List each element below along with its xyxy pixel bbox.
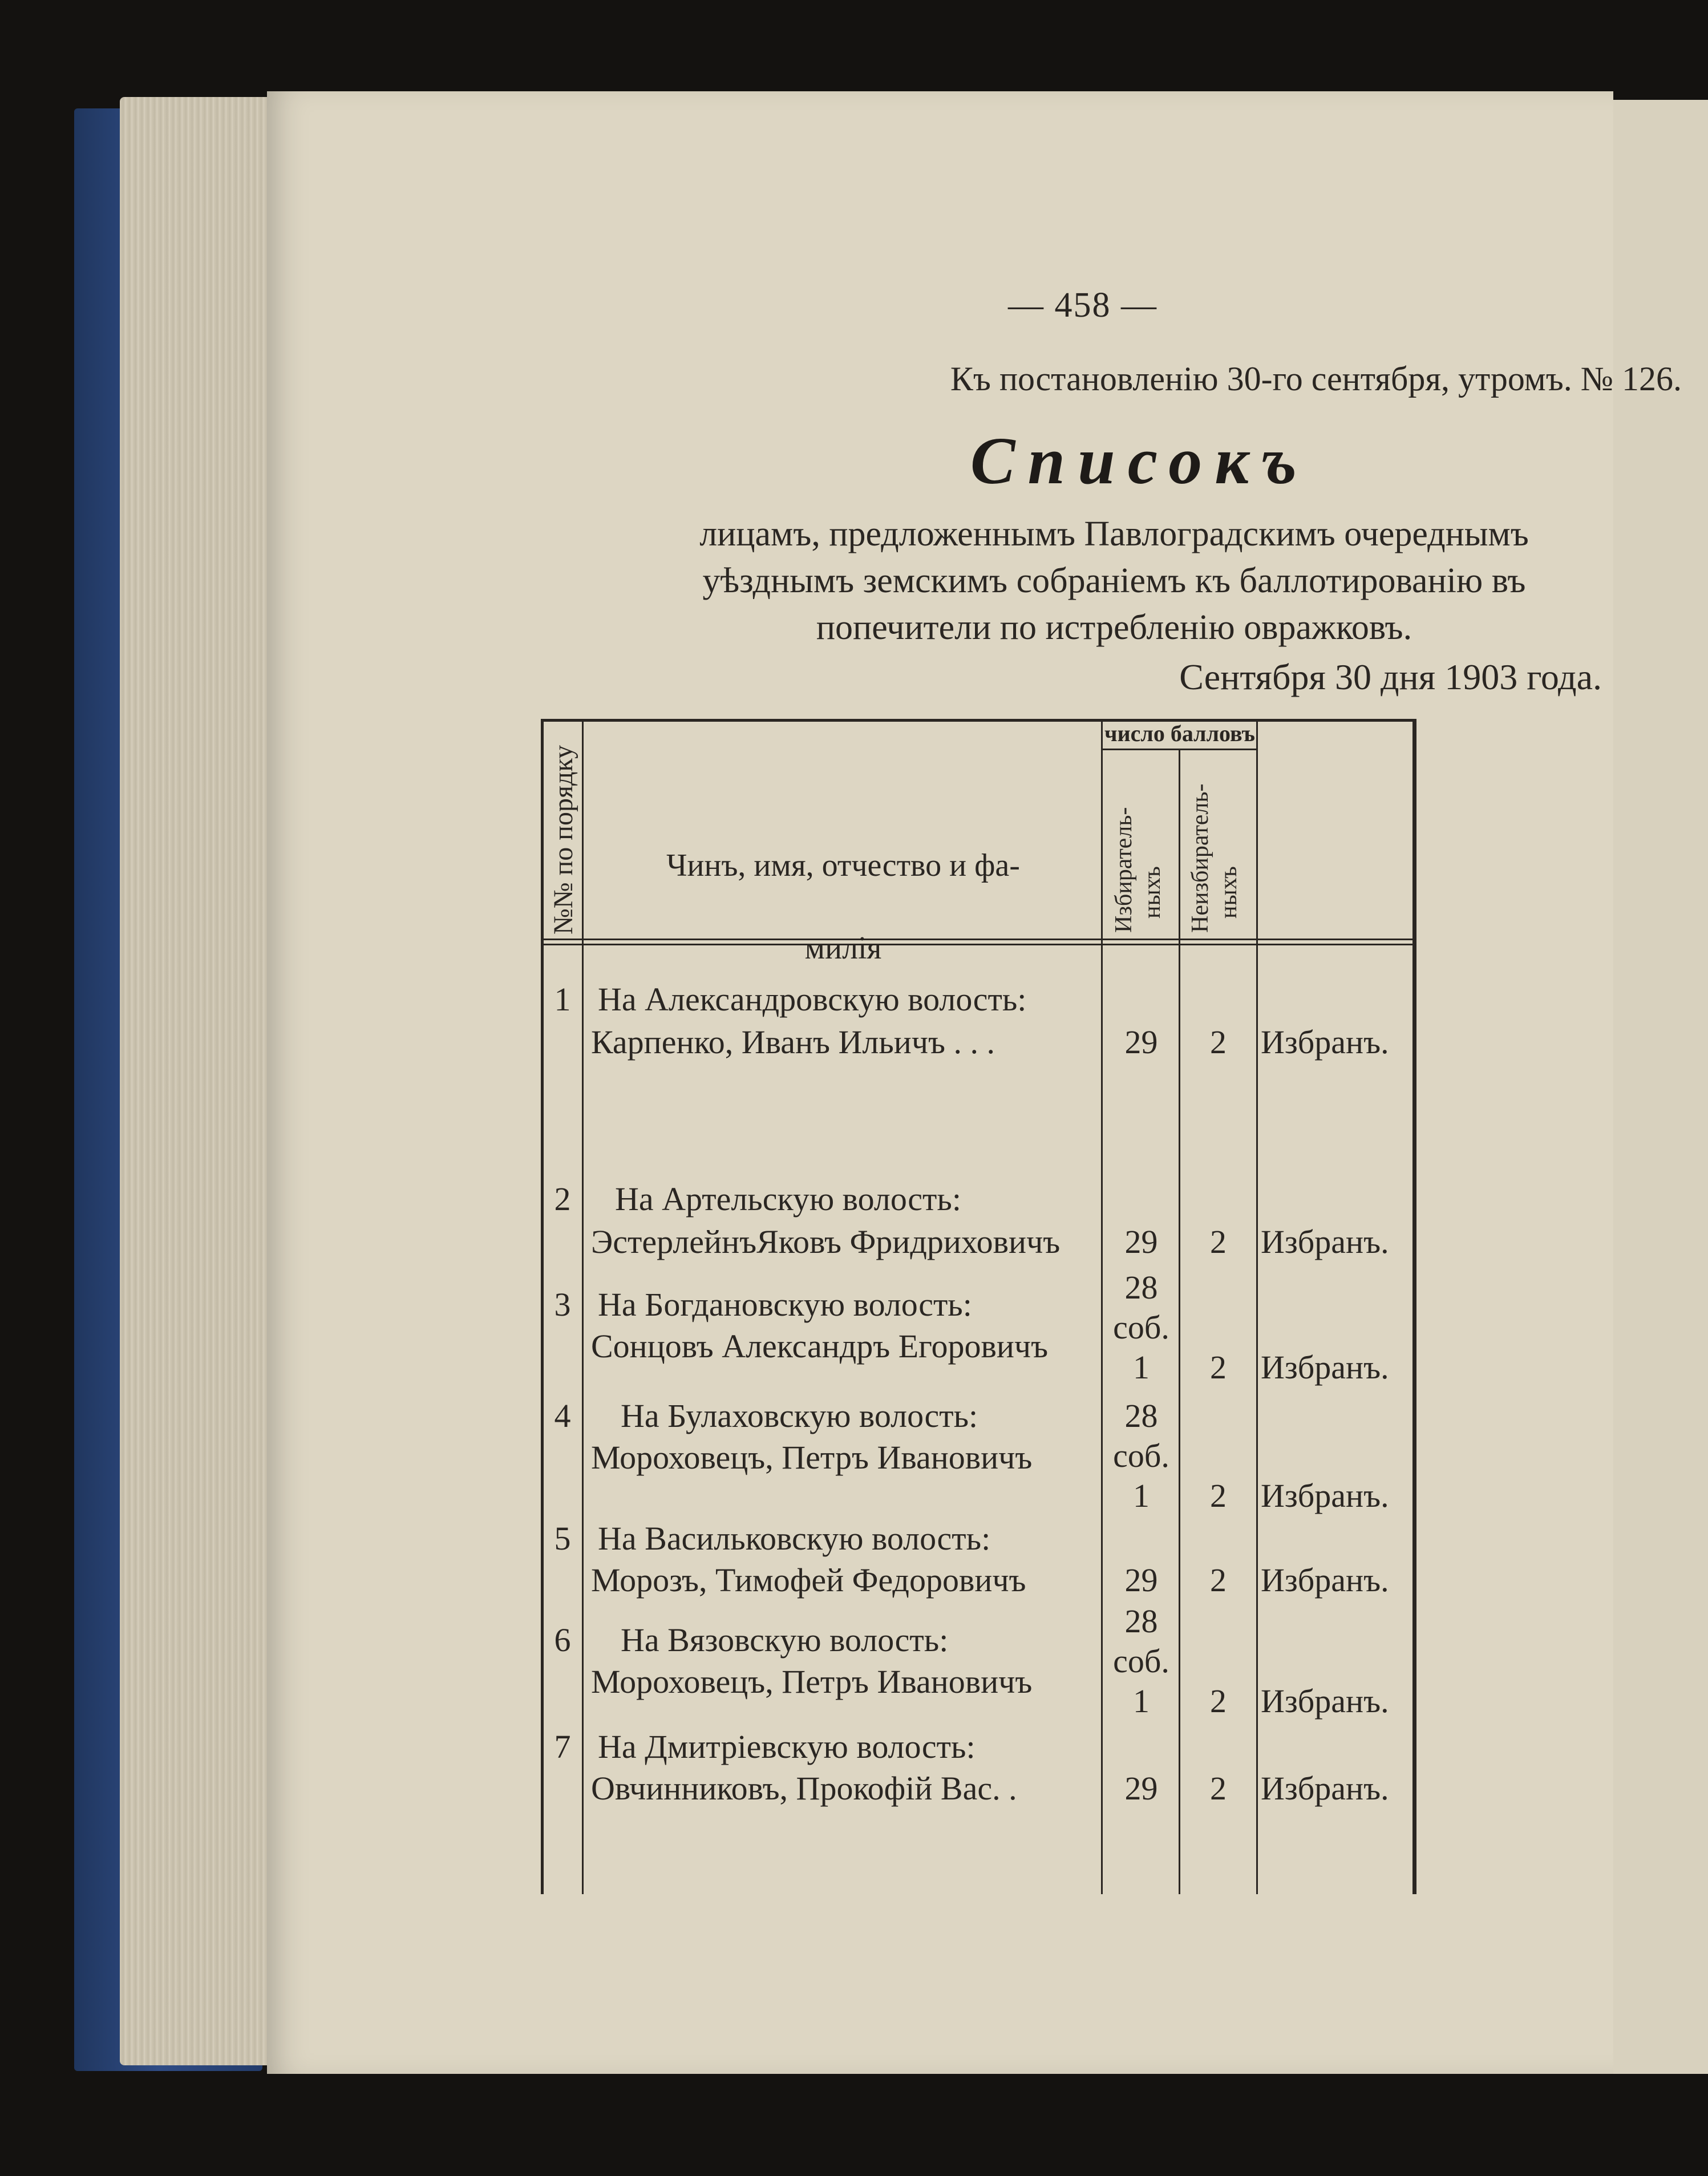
row-nonelective: 2: [1210, 1024, 1227, 1061]
row-number: 7: [554, 1728, 571, 1765]
row-number: 1: [554, 981, 571, 1018]
document-subtitle: [541, 511, 1687, 651]
row-result: Избранъ.: [1261, 1770, 1389, 1807]
book-page: [267, 91, 1682, 2074]
row-result: Избранъ.: [1261, 1349, 1389, 1386]
row-elective-extra: 1: [1133, 1477, 1150, 1514]
document-date: Сентября 30 дня 1903 года.: [1179, 657, 1602, 697]
row-nonelective: 2: [1210, 1770, 1227, 1807]
col-divider: [582, 719, 584, 1894]
row-person: Мороховецъ, Петръ Ивановичъ: [591, 1663, 1033, 1700]
row-volost: На Васильковскую волость:: [598, 1520, 991, 1557]
row-elective: 29: [1124, 1562, 1158, 1599]
document-title: Списокъ: [970, 423, 1310, 498]
row-volost: На Александровскую волость:: [598, 981, 1027, 1018]
col-header-name-line2: милія: [804, 931, 882, 966]
col-header-name-line1: Чинъ, имя, отчество и фа-: [666, 848, 1020, 883]
row-person: Мороховецъ, Петръ Ивановичъ: [591, 1439, 1033, 1476]
row-elective-extra: 1: [1133, 1682, 1150, 1720]
col-header-balls: число балловъ: [1104, 721, 1255, 746]
row-volost: На Дмитріевскую волость:: [598, 1728, 976, 1765]
row-number: 5: [554, 1520, 571, 1557]
row-person: Сонцовъ Александръ Егоровичъ: [591, 1328, 1049, 1365]
col-header-elective: Избиратель-: [1111, 807, 1137, 933]
row-elective: 28: [1124, 1269, 1158, 1306]
row-nonelective: 2: [1210, 1349, 1227, 1386]
row-elective: 28: [1124, 1603, 1158, 1640]
row-result: Избранъ.: [1261, 1477, 1389, 1514]
row-number: 6: [554, 1621, 571, 1659]
row-elective: 29: [1124, 1223, 1158, 1260]
row-volost: На Артельскую волость:: [615, 1180, 961, 1218]
page-edges: [120, 97, 291, 2065]
row-number: 2: [554, 1180, 571, 1218]
subtitle-line: попечители по истребленію овражковъ.: [816, 608, 1412, 647]
row-person: Овчинниковъ, Прокофій Вас. .: [591, 1770, 1017, 1807]
col-header-elective-2: ныхъ: [1139, 866, 1165, 919]
row-number: 4: [554, 1397, 571, 1434]
page-number: — 458 —: [1008, 286, 1157, 325]
subtitle-line: лицамъ, предложеннымъ Павлоградскимъ очереднымъ: [699, 515, 1529, 553]
row-elective-extra: 1: [1133, 1349, 1150, 1386]
row-nonelective: 2: [1210, 1223, 1227, 1260]
row-result: Избранъ.: [1261, 1024, 1389, 1061]
row-person: ЭстерлейнъЯковъ Фридриховичъ: [591, 1223, 1061, 1260]
table-left-rule: [541, 719, 544, 1894]
row-elective-note: соб.: [1113, 1643, 1169, 1680]
col-header-order: №№ по порядку: [548, 745, 578, 935]
table-top-rule: [541, 719, 1414, 722]
row-elective: 29: [1124, 1770, 1158, 1807]
subtitle-line: уѣзднымъ земскимъ собраніемъ къ баллотированію въ: [702, 561, 1526, 600]
row-elective: 29: [1124, 1024, 1158, 1061]
results-table: [541, 719, 1687, 1894]
row-person: Карпенко, Иванъ Ильичъ . . .: [591, 1024, 995, 1061]
appendix-reference: Къ постановленію 30-го сентября, утромъ. № 126.: [950, 360, 1682, 398]
row-nonelective: 2: [1210, 1477, 1227, 1514]
row-volost: На Богдановскую волость:: [598, 1286, 972, 1323]
row-volost: На Булаховскую волость:: [621, 1397, 978, 1434]
col-header-nonelective: Неизбиратель-: [1187, 783, 1213, 933]
row-result: Избранъ.: [1261, 1682, 1389, 1720]
col-header-nonelective-2: ныхъ: [1216, 866, 1242, 919]
row-elective-note: соб.: [1113, 1437, 1169, 1474]
row-person: Морозъ, Тимофей Федоровичъ: [591, 1562, 1026, 1599]
row-nonelective: 2: [1210, 1562, 1227, 1599]
table-right-rule: [1412, 719, 1416, 1894]
row-result: Избранъ.: [1261, 1562, 1389, 1599]
row-result: Избранъ.: [1261, 1223, 1389, 1260]
row-volost: На Вязовскую волость:: [621, 1621, 949, 1659]
row-elective: 28: [1124, 1397, 1158, 1434]
row-elective-note: соб.: [1113, 1309, 1169, 1346]
row-number: 3: [554, 1286, 571, 1323]
balls-header-rule: [1101, 749, 1256, 750]
row-nonelective: 2: [1210, 1682, 1227, 1720]
